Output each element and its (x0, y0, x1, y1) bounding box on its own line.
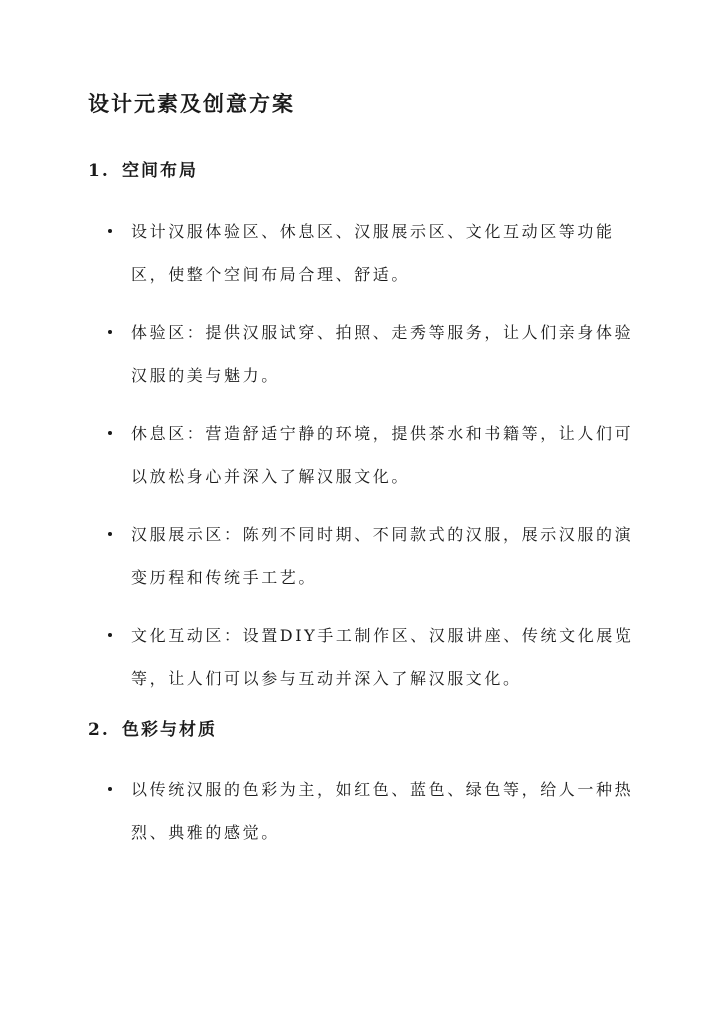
list-item (88, 412, 648, 498)
bullet-dot-icon (108, 229, 112, 233)
list-item-text: 体验区：提供汉服试穿、拍照、走秀等服务，让人们亲身体验汉服的美与魅力。 (131, 323, 634, 385)
bullet-dot-icon (108, 787, 112, 791)
section-heading-space-layout (88, 156, 198, 181)
list-item (88, 513, 648, 599)
section-number: 2. (88, 720, 110, 740)
list-item (88, 210, 648, 296)
section-title: 色彩与材质 (122, 720, 217, 740)
list-item-text: 以传统汉服的色彩为主，如红色、蓝色、绿色等，给人一种热烈、典雅的感觉。 (131, 780, 634, 842)
list-item-text: 设计汉服体验区、休息区、汉服展示区、文化互动区等功能区，使整个空间布局合理、舒适。 (131, 222, 615, 284)
list-item-text: 休息区：营造舒适宁静的环境，提供茶水和书籍等，让人们可以放松身心并深入了解汉服文化。 (131, 424, 634, 486)
section-number: 1. (88, 161, 110, 181)
list-item (88, 311, 648, 397)
list-item (88, 768, 648, 854)
bullet-dot-icon (108, 532, 112, 536)
bullet-dot-icon (108, 431, 112, 435)
section-heading-color-material (88, 715, 217, 740)
document-title: 设计元素及创意方案 (88, 91, 295, 116)
bullet-dot-icon (108, 633, 112, 637)
bullet-list-space-layout (88, 210, 648, 715)
bullet-list-color-material (88, 768, 648, 869)
list-item-text: 汉服展示区：陈列不同时期、不同款式的汉服，展示汉服的演变历程和传统手工艺。 (131, 525, 634, 587)
list-item-text: 文化互动区：设置DIY手工制作区、汉服讲座、传统文化展览等，让人们可以参与互动并深入了解汉服文化。 (131, 626, 634, 688)
bullet-dot-icon (108, 330, 112, 334)
section-title: 空间布局 (122, 161, 198, 181)
list-item (88, 614, 648, 700)
